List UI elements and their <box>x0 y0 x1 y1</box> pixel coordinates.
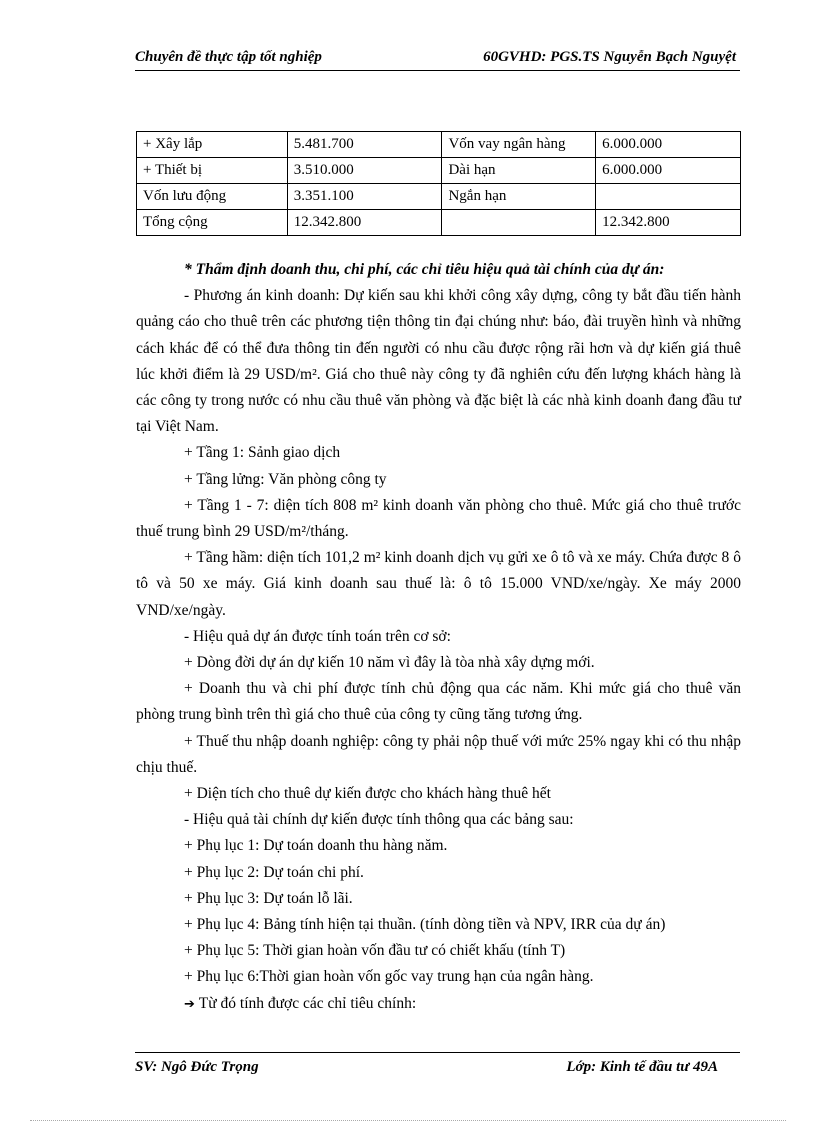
table-cell: Tổng cộng <box>137 210 288 236</box>
table-cell: 12.342.800 <box>596 210 741 236</box>
table-cell: Ngắn hạn <box>442 184 596 210</box>
section-heading: * Thẩm định doanh thu, chi phí, các chỉ tiêu hiệu quả tài chính của dự án: <box>184 261 665 278</box>
list-item: + Tầng lửng: Văn phòng công ty <box>184 470 387 488</box>
page-bottom-divider <box>30 1120 786 1121</box>
page-footer <box>135 1052 740 1083</box>
table-cell: Vốn lưu động <box>137 184 288 210</box>
list-item: + Phụ lục 6:Thời gian hoàn vốn gốc vay trung hạn của ngân hàng. <box>184 968 594 986</box>
list-item: + Phụ lục 3: Dự toán lỗ lãi. <box>184 889 353 907</box>
conclusion-line <box>184 991 741 1018</box>
table-cell: + Thiết bị <box>137 158 288 184</box>
list-item: + Tầng 1 - 7: diện tích 808 m² kinh doanh văn phòng cho thuê. Mức giá cho thuê trước thuế trung bình 29 USD/m²/tháng. <box>136 496 741 541</box>
list-item: + Phụ lục 2: Dự toán chi phí. <box>184 863 364 881</box>
table-cell: 3.351.100 <box>287 184 442 210</box>
list-item: + Phụ lục 5: Thời gian hoàn vốn đầu tư có chiết khấu (tính T) <box>184 942 566 960</box>
header-title: Chuyên đề thực tập tốt nghiệp <box>135 49 322 65</box>
capital-table <box>136 131 741 236</box>
header-supervisor: 60GVHD: PGS.TS Nguyễn Bạch Nguyệt <box>483 49 736 65</box>
list-item: + Diện tích cho thuê dự kiến được cho khách hàng thuê hết <box>184 785 551 803</box>
table-cell <box>596 184 741 210</box>
arrow-right-icon: ➔ <box>184 996 195 1012</box>
list-item: + Thuế thu nhập doanh nghiệp: công ty phải nộp thuế với mức 25% ngay khi có thu nhập chịu thuế. <box>136 732 741 776</box>
table-cell: + Xây lắp <box>137 132 288 158</box>
table-cell: 12.342.800 <box>287 210 442 236</box>
list-item: + Phụ lục 4: Bảng tính hiện tại thuần. (tính dòng tiền và NPV, IRR của dự án) <box>184 916 666 934</box>
table-cell: 6.000.000 <box>596 158 741 184</box>
footer-class: Lớp: Kinh tế đầu tư 49A <box>566 1059 718 1075</box>
footer-student: SV: Ngô Đức Trọng <box>135 1059 259 1075</box>
table-cell: 3.510.000 <box>287 158 442 184</box>
table-row <box>137 158 741 184</box>
list-item: + Doanh thu và chi phí được tính chủ động qua các năm. Khi mức giá cho thuê văn phòng trung bình trên thì giá cho thuê của công ty cũng tăng tương ứng. <box>136 680 741 724</box>
list-item: - Hiệu quả dự án được tính toán trên cơ sở: <box>184 627 451 645</box>
list-item: + Tầng hầm: diện tích 101,2 m² kinh doanh dịch vụ gửi xe ô tô và xe máy. Chứa được 8 ô tô và 50 xe máy. Giá kinh doanh sau thuế là: ô tô 15.000 VND/xe/ngày. Xe máy 2000 VND/xe/ngày. <box>136 549 741 619</box>
table-row <box>137 132 741 158</box>
table-row <box>137 210 741 236</box>
page-header <box>135 47 740 71</box>
list-item: + Phụ lục 1: Dự toán doanh thu hàng năm. <box>184 837 448 855</box>
list-item: + Dòng đời dự án dự kiến 10 năm vì đây là tòa nhà xây dựng mới. <box>184 654 595 672</box>
list-item: + Tầng 1: Sảnh giao dịch <box>184 444 341 462</box>
table-cell: 5.481.700 <box>287 132 442 158</box>
table-cell: Vốn vay ngân hàng <box>442 132 596 158</box>
table-cell: 6.000.000 <box>596 132 741 158</box>
list-item: - Hiệu quả tài chính dự kiến được tính thông qua các bảng sau: <box>184 811 574 829</box>
conclusion-text: Từ đó tính được các chỉ tiêu chính: <box>198 994 417 1012</box>
table-row <box>137 184 741 210</box>
paragraph: - Phương án kinh doanh: Dự kiến sau khi khởi công xây dựng, công ty bắt đầu tiến hành quảng cáo cho thuê trên các phương tiện thông tin đại chúng như: báo, đài truyền hình và những cách khác để có thể đưa thông tin đến người có nhu cầu được rộng rãi hơn và dự kiến giá thuê lúc khởi điểm là 29 USD/m². Giá cho thuê này công ty đã nghiên cứu đến lượng khách hàng là các công ty trong nước có nhu cầu thuê văn phòng và đặc biệt là các nhà kinh doanh đang đầu tư tại Việt Nam. <box>136 287 741 436</box>
body-text <box>136 257 741 1018</box>
header-rule <box>135 70 740 71</box>
table-cell <box>442 210 596 236</box>
table-cell: Dài hạn <box>442 158 596 184</box>
